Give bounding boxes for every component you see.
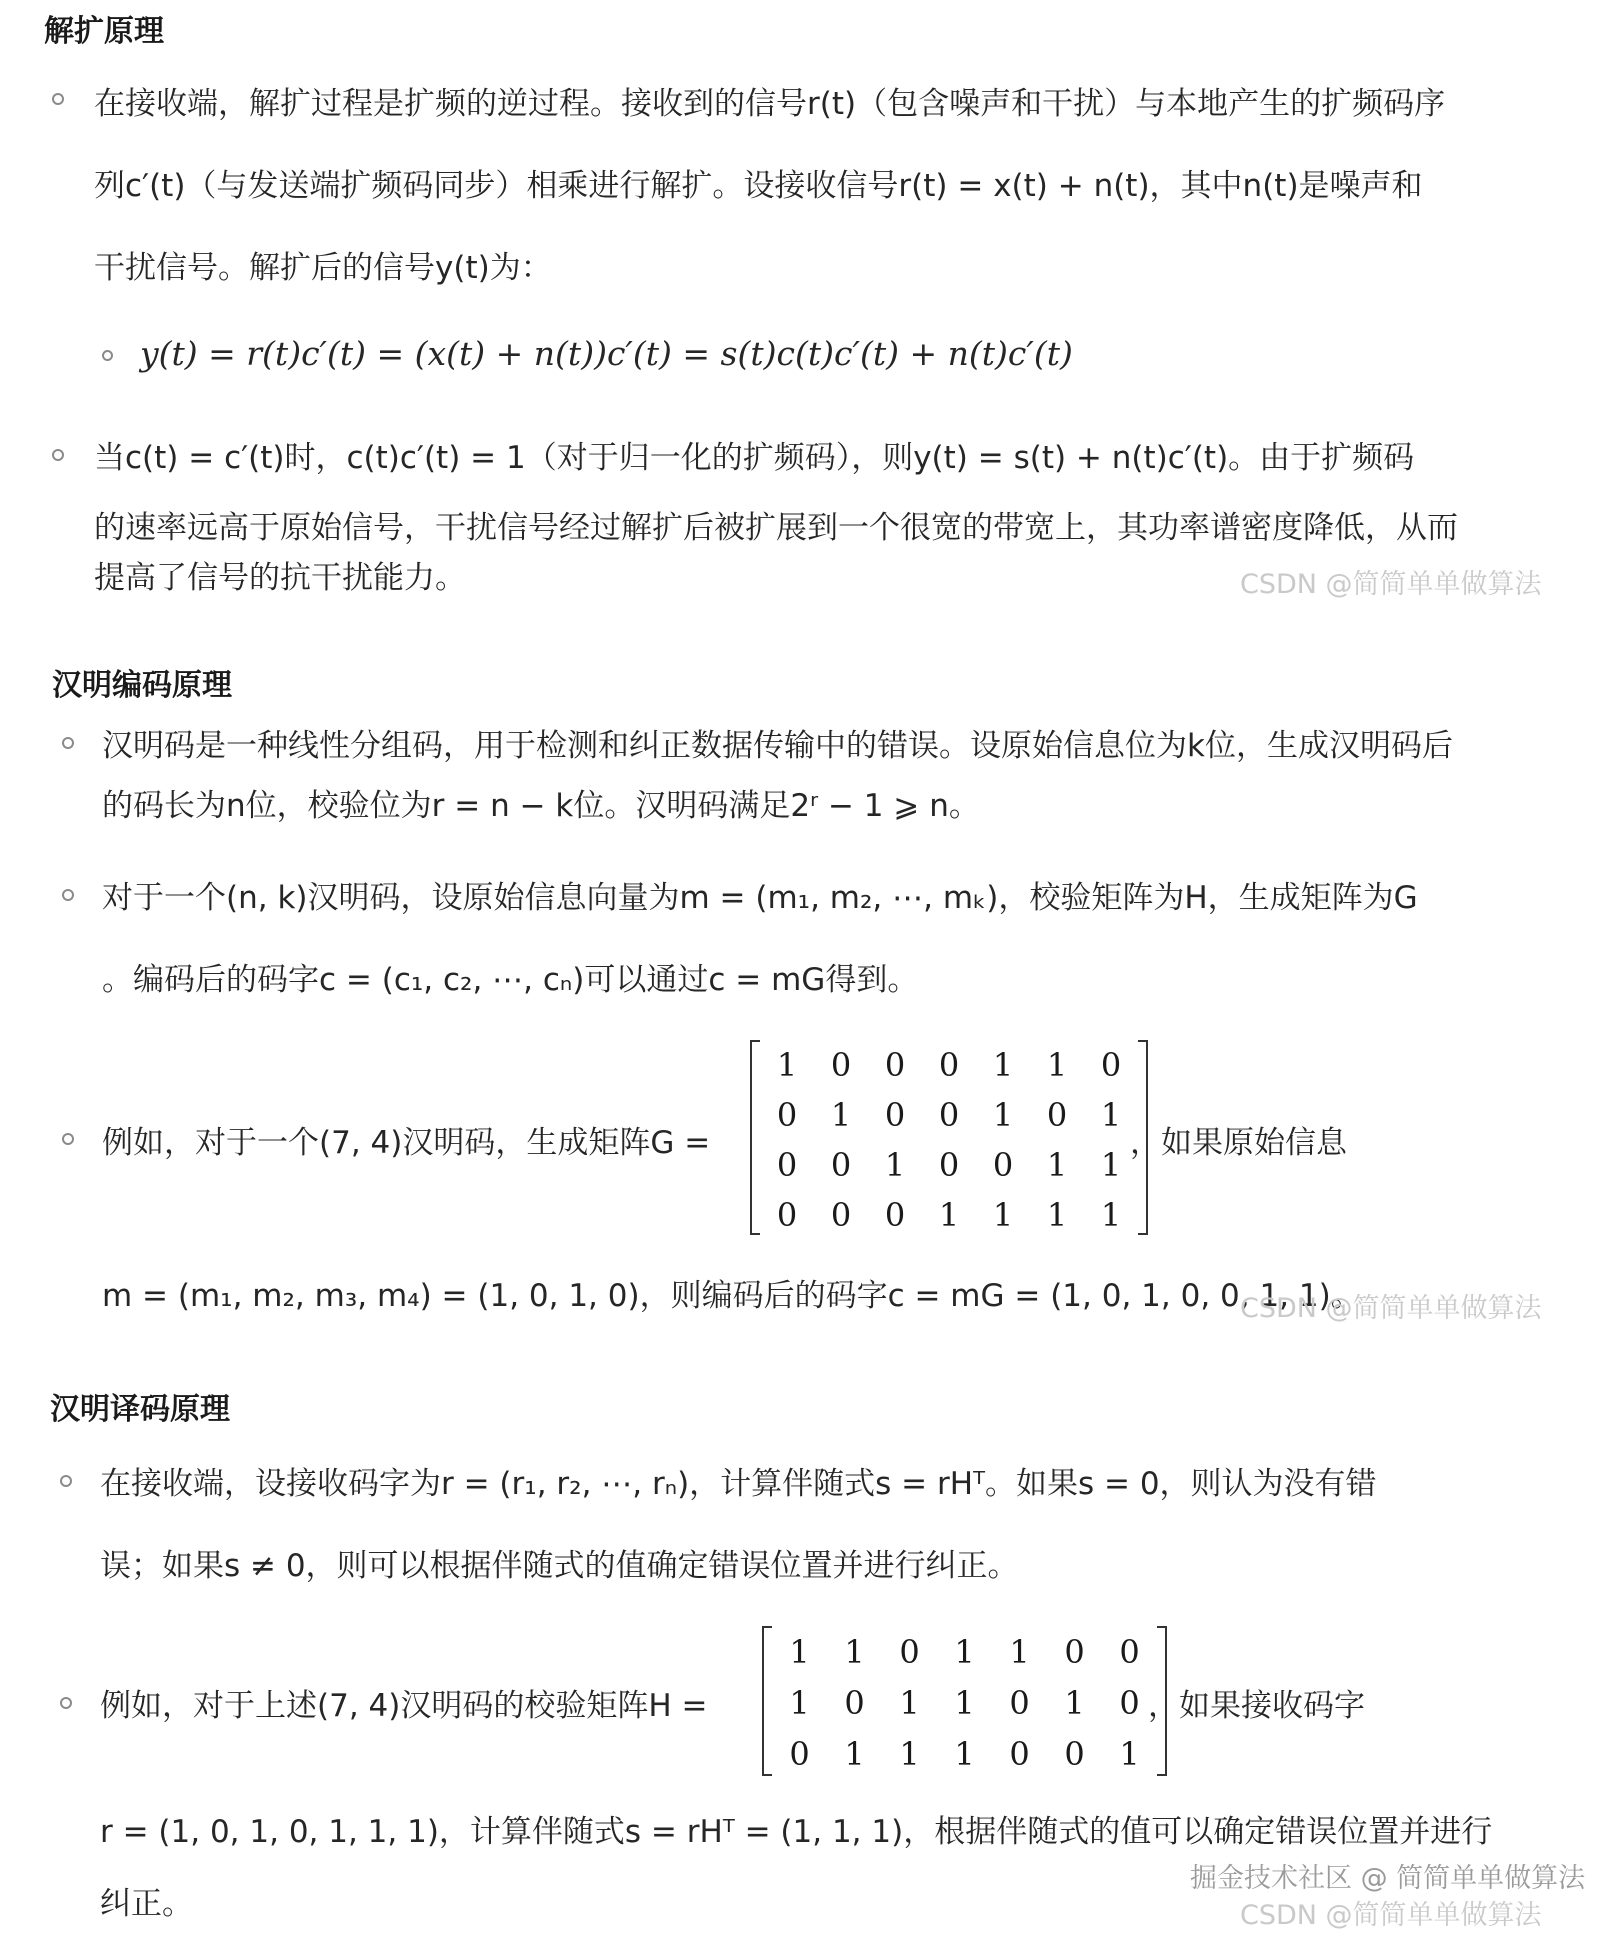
matrix-cell: 1 xyxy=(899,1734,920,1773)
matrix-cell: 0 xyxy=(992,1146,1014,1184)
bullet-icon xyxy=(52,449,64,461)
section-title-hamming-encoding: 汉明编码原理 xyxy=(52,668,232,703)
matrix-cell: 0 xyxy=(1119,1632,1140,1671)
matrix-cell: 0 xyxy=(830,1146,852,1184)
matrix-cell: 0 xyxy=(844,1683,865,1722)
matrix-cell: 1 xyxy=(789,1683,810,1722)
paragraph-line: 对于一个(n, k)汉明码，设原始信息向量为m = (m₁, m₂, ⋯, mₖ)，校验矩阵为H，生成矩阵为G xyxy=(102,880,1418,916)
matrix-cell: 1 xyxy=(1100,1096,1122,1134)
matrix-cell: 1 xyxy=(830,1096,852,1134)
matrix-cell: 0 xyxy=(1046,1096,1068,1134)
watermark: CSDN @简简单单做算法 xyxy=(1240,1293,1542,1324)
watermark-juejin: 掘金技术社区 @ 简简单单做算法 xyxy=(1190,1863,1586,1894)
matrix-cell: 1 xyxy=(789,1632,810,1671)
matrix-cell: 1 xyxy=(992,1196,1014,1234)
paragraph-line: ，如果原始信息 xyxy=(1130,1125,1347,1161)
matrix-cell: 0 xyxy=(884,1096,906,1134)
matrix-cell: 0 xyxy=(1119,1683,1140,1722)
matrix-cell: 0 xyxy=(938,1046,960,1084)
paragraph-line: ，如果接收码字 xyxy=(1148,1688,1365,1724)
sub-bullet-icon xyxy=(102,350,113,361)
paragraph-line: 在接收端，设接收码字为r = (r₁, r₂, ⋯, rₙ)，计算伴随式s = rHᵀ。如果s = 0，则认为没有错 xyxy=(100,1466,1377,1502)
matrix-cell: 0 xyxy=(776,1146,798,1184)
matrix-cell: 0 xyxy=(1064,1734,1085,1773)
matrix-cell: 0 xyxy=(1009,1683,1030,1722)
matrix-cell: 0 xyxy=(938,1096,960,1134)
bullet-icon xyxy=(60,1475,72,1487)
matrix-cell: 1 xyxy=(992,1096,1014,1134)
paragraph-line: 。编码后的码字c = (c₁, c₂, ⋯, cₙ)可以通过c = mG得到。 xyxy=(102,962,919,998)
bracket-left xyxy=(762,1626,772,1776)
paragraph-line: 的码长为n位，校验位为r = n − k位。汉明码满足2ʳ − 1 ⩾ n。 xyxy=(102,788,980,824)
paragraph-line: 干扰信号。解扩后的信号y(t)为： xyxy=(94,250,552,286)
matrix-cell: 1 xyxy=(992,1046,1014,1084)
matrix-cell: 0 xyxy=(1100,1046,1122,1084)
bullet-icon xyxy=(62,1133,74,1145)
bullet-icon xyxy=(52,93,64,105)
paragraph-line: 的速率远高于原始信号，干扰信号经过解扩后被扩展到一个很宽的带宽上，其功率谱密度降低，从而 xyxy=(94,510,1458,546)
paragraph-line: 纠正。 xyxy=(100,1886,193,1922)
section-title-despread: 解扩原理 xyxy=(44,14,164,49)
matrix-G-grid xyxy=(760,1040,1138,1235)
matrix-cell: 0 xyxy=(776,1096,798,1134)
matrix-cell: 0 xyxy=(899,1632,920,1671)
paragraph-line: 当c(t) = c′(t)时，c(t)c′(t) = 1（对于归一化的扩频码），则y(t) = s(t) + n(t)c′(t)。由于扩频码 xyxy=(94,440,1415,476)
paragraph-line: 提高了信号的抗干扰能力。 xyxy=(94,560,466,596)
paragraph-line: 在接收端，解扩过程是扩频的逆过程。接收到的信号r(t)（包含噪声和干扰）与本地产生的扩频码序 xyxy=(94,86,1446,122)
matrix-cell: 1 xyxy=(776,1046,798,1084)
matrix-cell: 1 xyxy=(1046,1046,1068,1084)
matrix-cell: 0 xyxy=(884,1196,906,1234)
matrix-cell: 0 xyxy=(776,1196,798,1234)
bullet-icon xyxy=(62,889,74,901)
matrix-cell: 1 xyxy=(884,1146,906,1184)
matrix-H-grid xyxy=(772,1626,1157,1776)
formula-despread: y(t) = r(t)c′(t) = (x(t) + n(t))c′(t) = s(t)c(t)c′(t) + n(t)c′(t) xyxy=(140,334,1073,373)
matrix-cell: 1 xyxy=(844,1734,865,1773)
paragraph-line: 例如，对于一个(7, 4)汉明码，生成矩阵G = xyxy=(102,1125,711,1161)
matrix-cell: 1 xyxy=(1046,1146,1068,1184)
matrix-cell: 1 xyxy=(899,1683,920,1722)
matrix-cell: 1 xyxy=(954,1734,975,1773)
bullet-icon xyxy=(60,1697,72,1709)
matrix-cell: 0 xyxy=(938,1146,960,1184)
matrix-cell: 1 xyxy=(1064,1683,1085,1722)
watermark: CSDN @简简单单做算法 xyxy=(1240,569,1542,600)
matrix-cell: 0 xyxy=(1064,1632,1085,1671)
bullet-icon xyxy=(62,737,74,749)
paragraph-line: m = (m₁, m₂, m₃, m₄) = (1, 0, 1, 0)，则编码后的码字c = mG = (1, 0, 1, 0, 0, 1, 1)。 xyxy=(102,1278,1362,1314)
matrix-cell: 1 xyxy=(954,1632,975,1671)
matrix-H xyxy=(762,1626,1167,1776)
matrix-cell: 0 xyxy=(884,1046,906,1084)
matrix-cell: 1 xyxy=(1100,1196,1122,1234)
matrix-cell: 1 xyxy=(844,1632,865,1671)
matrix-cell: 1 xyxy=(1009,1632,1030,1671)
paragraph-line: 误；如果s ≠ 0，则可以根据伴随式的值确定错误位置并进行纠正。 xyxy=(100,1548,1019,1584)
matrix-cell: 1 xyxy=(938,1196,960,1234)
matrix-cell: 0 xyxy=(1009,1734,1030,1773)
paragraph-line: 汉明码是一种线性分组码，用于检测和纠正数据传输中的错误。设原始信息位为k位，生成汉明码后 xyxy=(102,728,1453,764)
matrix-cell: 0 xyxy=(830,1046,852,1084)
matrix-cell: 0 xyxy=(830,1196,852,1234)
matrix-cell: 1 xyxy=(954,1683,975,1722)
paragraph-line: 列c′(t)（与发送端扩频码同步）相乘进行解扩。设接收信号r(t) = x(t) + n(t)，其中n(t)是噪声和 xyxy=(94,168,1423,204)
section-title-hamming-decoding: 汉明译码原理 xyxy=(50,1392,230,1427)
matrix-cell: 1 xyxy=(1100,1146,1122,1184)
bracket-left xyxy=(750,1040,760,1235)
paragraph-line: r = (1, 0, 1, 0, 1, 1, 1)，计算伴随式s = rHᵀ = (1, 1, 1)，根据伴随式的值可以确定错误位置并进行 xyxy=(100,1814,1493,1850)
matrix-cell: 1 xyxy=(1119,1734,1140,1773)
matrix-G xyxy=(750,1040,1148,1235)
matrix-cell: 0 xyxy=(789,1734,810,1773)
paragraph-line: 例如，对于上述(7, 4)汉明码的校验矩阵H = xyxy=(100,1688,708,1724)
matrix-cell: 1 xyxy=(1046,1196,1068,1234)
watermark: CSDN @简简单单做算法 xyxy=(1240,1900,1542,1931)
